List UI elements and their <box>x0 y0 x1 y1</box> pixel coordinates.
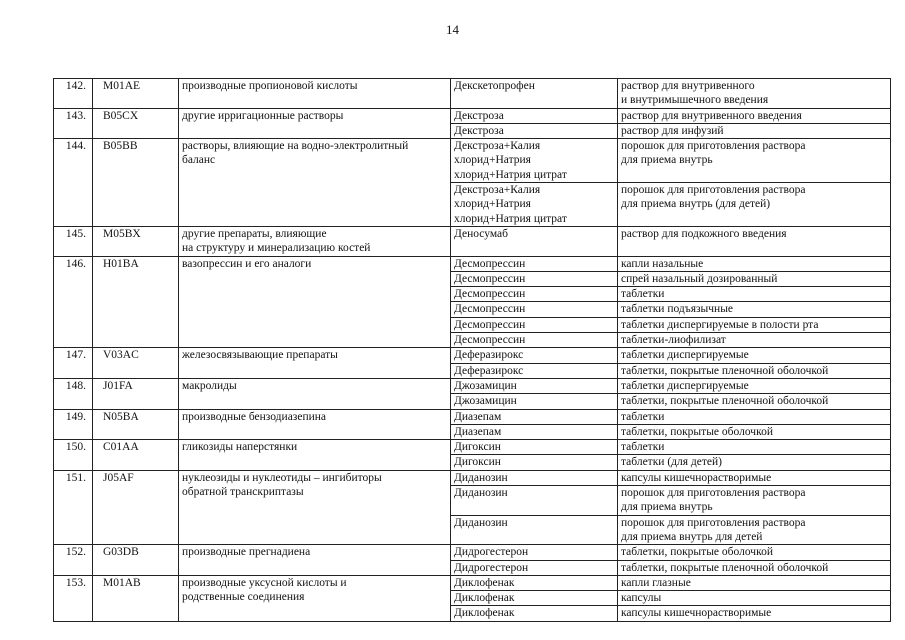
dosage-form: таблетки, покрытые пленочной оболочкой <box>618 560 891 575</box>
drug-name: Джозамицин <box>451 378 618 393</box>
drug-name: Десмопрессин <box>451 333 618 348</box>
atc-code: J01FA <box>93 378 179 409</box>
row-number: 149. <box>54 409 93 440</box>
drug-name: Декстроза <box>451 108 618 123</box>
dosage-form: таблетки, покрытые оболочкой <box>618 545 891 560</box>
dosage-form: порошок для приготовления раствора для приема внутрь <box>618 139 891 183</box>
row-number: 148. <box>54 378 93 409</box>
drug-name: Джозамицин <box>451 394 618 409</box>
row-number: 144. <box>54 139 93 227</box>
dosage-form: раствор для подкожного введения <box>618 226 891 256</box>
table-row <box>54 440 891 455</box>
drug-name: Диданозин <box>451 515 618 545</box>
drug-name: Диазепам <box>451 424 618 439</box>
atc-code: B05CX <box>93 108 179 139</box>
drug-name: Декстроза+Калия хлорид+Натрия хлорид+Натрия цитрат <box>451 183 618 227</box>
group-name: производные уксусной кислоты и родственные соединения <box>179 575 451 621</box>
page-number: 14 <box>446 22 459 37</box>
row-number: 150. <box>54 440 93 471</box>
dosage-form: раствор для внутривенного и внутримышечного введения <box>618 79 891 109</box>
dosage-form: таблетки <box>618 440 891 455</box>
drug-name: Дигоксин <box>451 440 618 455</box>
drug-name: Деносумаб <box>451 226 618 256</box>
atc-code: H01BA <box>93 256 179 348</box>
drug-name: Декстроза+Калия хлорид+Натрия хлорид+Натрия цитрат <box>451 139 618 183</box>
atc-code: B05BB <box>93 139 179 227</box>
drug-name: Декскетопрофен <box>451 79 618 109</box>
atc-code: N05BA <box>93 409 179 440</box>
group-name: другие ирригационные растворы <box>179 108 451 139</box>
row-number: 146. <box>54 256 93 348</box>
group-name: производные прегнадиена <box>179 545 451 576</box>
drug-name: Диданозин <box>451 470 618 485</box>
drug-name: Десмопрессин <box>451 302 618 317</box>
drug-name: Диданозин <box>451 486 618 516</box>
dosage-form: таблетки подъязычные <box>618 302 891 317</box>
group-name: макролиды <box>179 378 451 409</box>
atc-code: J05AF <box>93 470 179 544</box>
table-row <box>54 575 891 590</box>
drug-name: Десмопрессин <box>451 317 618 332</box>
table-row <box>54 256 891 271</box>
dosage-form: таблетки, покрытые пленочной оболочкой <box>618 363 891 378</box>
dosage-form: спрей назальный дозированный <box>618 271 891 286</box>
group-name: нуклеозиды и нуклеотиды – ингибиторы обратной транскриптазы <box>179 470 451 544</box>
drug-name: Деферазирокс <box>451 363 618 378</box>
dosage-form: капсулы кишечнорастворимые <box>618 606 891 621</box>
atc-code: M01AB <box>93 575 179 621</box>
dosage-form: таблетки (для детей) <box>618 455 891 470</box>
table-row <box>54 545 891 560</box>
table-row <box>54 378 891 393</box>
drug-name: Десмопрессин <box>451 271 618 286</box>
row-number: 143. <box>54 108 93 139</box>
group-name: производные бензодиазепина <box>179 409 451 440</box>
table-row <box>54 348 891 363</box>
group-name: железосвязывающие препараты <box>179 348 451 379</box>
drug-name: Диазепам <box>451 409 618 424</box>
table-row <box>54 409 891 424</box>
table-row <box>54 226 891 256</box>
dosage-form: капсулы <box>618 591 891 606</box>
dosage-form: раствор для внутривенного введения <box>618 108 891 123</box>
group-name: производные пропионовой кислоты <box>179 79 451 109</box>
dosage-form: раствор для инфузий <box>618 123 891 138</box>
dosage-form: таблетки <box>618 287 891 302</box>
dosage-form: таблетки, покрытые оболочкой <box>618 424 891 439</box>
dosage-form: капсулы кишечнорастворимые <box>618 470 891 485</box>
drug-name: Деферазирокс <box>451 348 618 363</box>
atc-code: M01AE <box>93 79 179 109</box>
dosage-form: таблетки диспергируемые в полости рта <box>618 317 891 332</box>
row-number: 151. <box>54 470 93 544</box>
drug-name: Диклофенак <box>451 591 618 606</box>
group-name: другие препараты, влияющие на структуру и минерализацию костей <box>179 226 451 256</box>
row-number: 153. <box>54 575 93 621</box>
drug-name: Диклофенак <box>451 606 618 621</box>
dosage-form: порошок для приготовления раствора для приема внутрь <box>618 486 891 516</box>
group-name: гликозиды наперстянки <box>179 440 451 471</box>
atc-code: M05BX <box>93 226 179 256</box>
row-number: 142. <box>54 79 93 109</box>
drug-table <box>53 78 891 622</box>
row-number: 147. <box>54 348 93 379</box>
table-row <box>54 79 891 109</box>
table-row <box>54 139 891 183</box>
drug-name: Десмопрессин <box>451 256 618 271</box>
atc-code: G03DB <box>93 545 179 576</box>
drug-name: Дидрогестерон <box>451 545 618 560</box>
dosage-form: порошок для приготовления раствора для приема внутрь (для детей) <box>618 183 891 227</box>
group-name: растворы, влияющие на водно-электролитный баланс <box>179 139 451 227</box>
row-number: 152. <box>54 545 93 576</box>
drug-name: Десмопрессин <box>451 287 618 302</box>
group-name: вазопрессин и его аналоги <box>179 256 451 348</box>
dosage-form: порошок для приготовления раствора для приема внутрь для детей <box>618 515 891 545</box>
dosage-form: таблетки диспергируемые <box>618 348 891 363</box>
dosage-form: таблетки-лиофилизат <box>618 333 891 348</box>
dosage-form: капли назальные <box>618 256 891 271</box>
row-number: 145. <box>54 226 93 256</box>
dosage-form: таблетки, покрытые пленочной оболочкой <box>618 394 891 409</box>
atc-code: C01AA <box>93 440 179 471</box>
dosage-form: капли глазные <box>618 575 891 590</box>
drug-name: Диклофенак <box>451 575 618 590</box>
table-row <box>54 108 891 123</box>
atc-code: V03AC <box>93 348 179 379</box>
table-row <box>54 470 891 485</box>
dosage-form: таблетки диспергируемые <box>618 378 891 393</box>
drug-name: Декстроза <box>451 123 618 138</box>
drug-name: Дигоксин <box>451 455 618 470</box>
dosage-form: таблетки <box>618 409 891 424</box>
drug-name: Дидрогестерон <box>451 560 618 575</box>
